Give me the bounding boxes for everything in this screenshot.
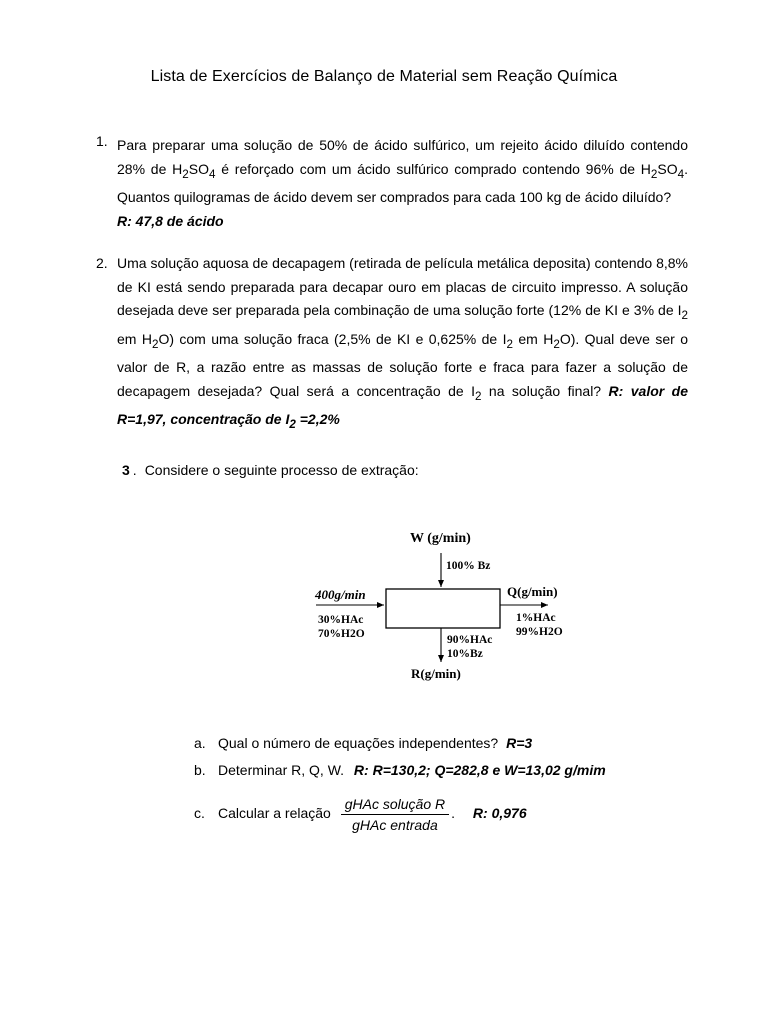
question-b-answer: R: R=130,2; Q=282,8 e W=13,02 g/mim [353,762,606,778]
stream-q-composition-water: 99%H2O [516,626,563,638]
question-a-letter: a. [194,735,206,751]
stream-r-label: R(g/min) [411,666,461,681]
ex2-answer-text-1: R: valor de R=1,97, concentração de I [117,382,688,427]
exercise-3-number: 3 [122,462,130,478]
ex2-answer-subscript: 2 [289,417,296,431]
question-c-dot: . [451,805,456,822]
question-c-text: Calcular a relação [218,805,331,822]
exercise-1-answer: R: 47,8 de ácido [117,212,224,229]
ex2-text-3: O) com uma solução fraca (2,5% de KI e 0,625% de I [158,330,507,347]
ex1-text-4: SO [657,160,678,177]
ex2-text-6: na solução final? [481,382,609,399]
question-b [194,762,606,778]
question-c-fraction [341,796,449,833]
exercise-3-text: Considere o seguinte processo de extração: [144,462,419,478]
ex2-subscript: 2 [151,337,159,351]
feed-stream-label: 400g/min [315,587,366,602]
ex1-text-3: é reforçado com um ácido sulfúrico comprado contendo 96% de H [215,160,651,177]
question-c-letter: c. [194,805,205,822]
question-a-text: Qual o número de equações independentes? [218,735,499,751]
extractor-unit-box [386,589,500,628]
ex2-text-1: Uma solução aquosa de decapagem (retirada de película metálica deposita) contendo 8,8% de KI está sendo preparada para decapar ouro em placas de circuito impresso. A solução desejada deve ser preparada pela combinação de uma solução forte (12% de KI e 3% de I [117,255,688,319]
stream-q-label: Q(g/min) [507,584,558,599]
ex1-subscript: 2 [182,167,189,181]
feed-composition-hac: 30%HAc [318,614,364,626]
feed-composition-water: 70%H2O [318,628,365,640]
question-b-letter: b. [194,762,206,778]
ex1-subscript: 4 [208,167,216,181]
question-c-answer: R: 0,976 [472,805,527,822]
ex1-subscript: 4 [677,167,685,181]
ex2-answer-text-2: =2,2% [295,410,340,427]
stream-r-composition-hac: 90%HAc [447,634,493,646]
stream-r-composition-bz: 10%Bz [447,648,483,660]
ex2-text-5: O). Qual deve ser o valor de R, a razão entre as massas de solução forte e fraca para fazer a solução de decapagem desejada? Qual será a concentração de I [117,330,688,399]
ex1-text-5: . Quantos quilogramas de ácido devem ser comprados para cada 100 kg de ácido diluído? [117,160,689,205]
ex1-subscript: 2 [650,167,658,181]
question-a-answer: R=3 [506,735,533,751]
ex2-text-2: em H [117,330,152,347]
ex1-text-2: SO [188,160,209,177]
question-a [194,735,532,751]
ex2-subscript: 2 [474,389,482,403]
stream-w-label: W (g/min) [410,531,471,546]
stream-q-composition-hac: 1%HAc [516,612,556,624]
exercise-3-number-dot: . [132,462,137,478]
fraction-numerator: gHAc solução R [341,796,449,815]
question-b-text: Determinar R, Q, W. [218,762,345,778]
exercise-1-number: 1. [96,133,108,149]
ex1-text-1: Para preparar uma solução de 50% de ácido sulfúrico, um rejeito ácido diluído contendo 28% de H [117,137,688,177]
ex2-subscript: 2 [506,337,513,351]
stream-w-composition: 100% Bz [446,560,491,572]
fraction-denominator: gHAc entrada [352,817,438,833]
page-title: Lista de Exercícios de Balanço de Material sem Reação Química [150,68,618,85]
ex2-subscript: 2 [681,308,688,322]
ex2-text-4: em H [512,330,554,347]
exercise-2-number: 2. [96,255,108,271]
ex2-subscript: 2 [553,337,560,351]
question-c [194,796,527,833]
